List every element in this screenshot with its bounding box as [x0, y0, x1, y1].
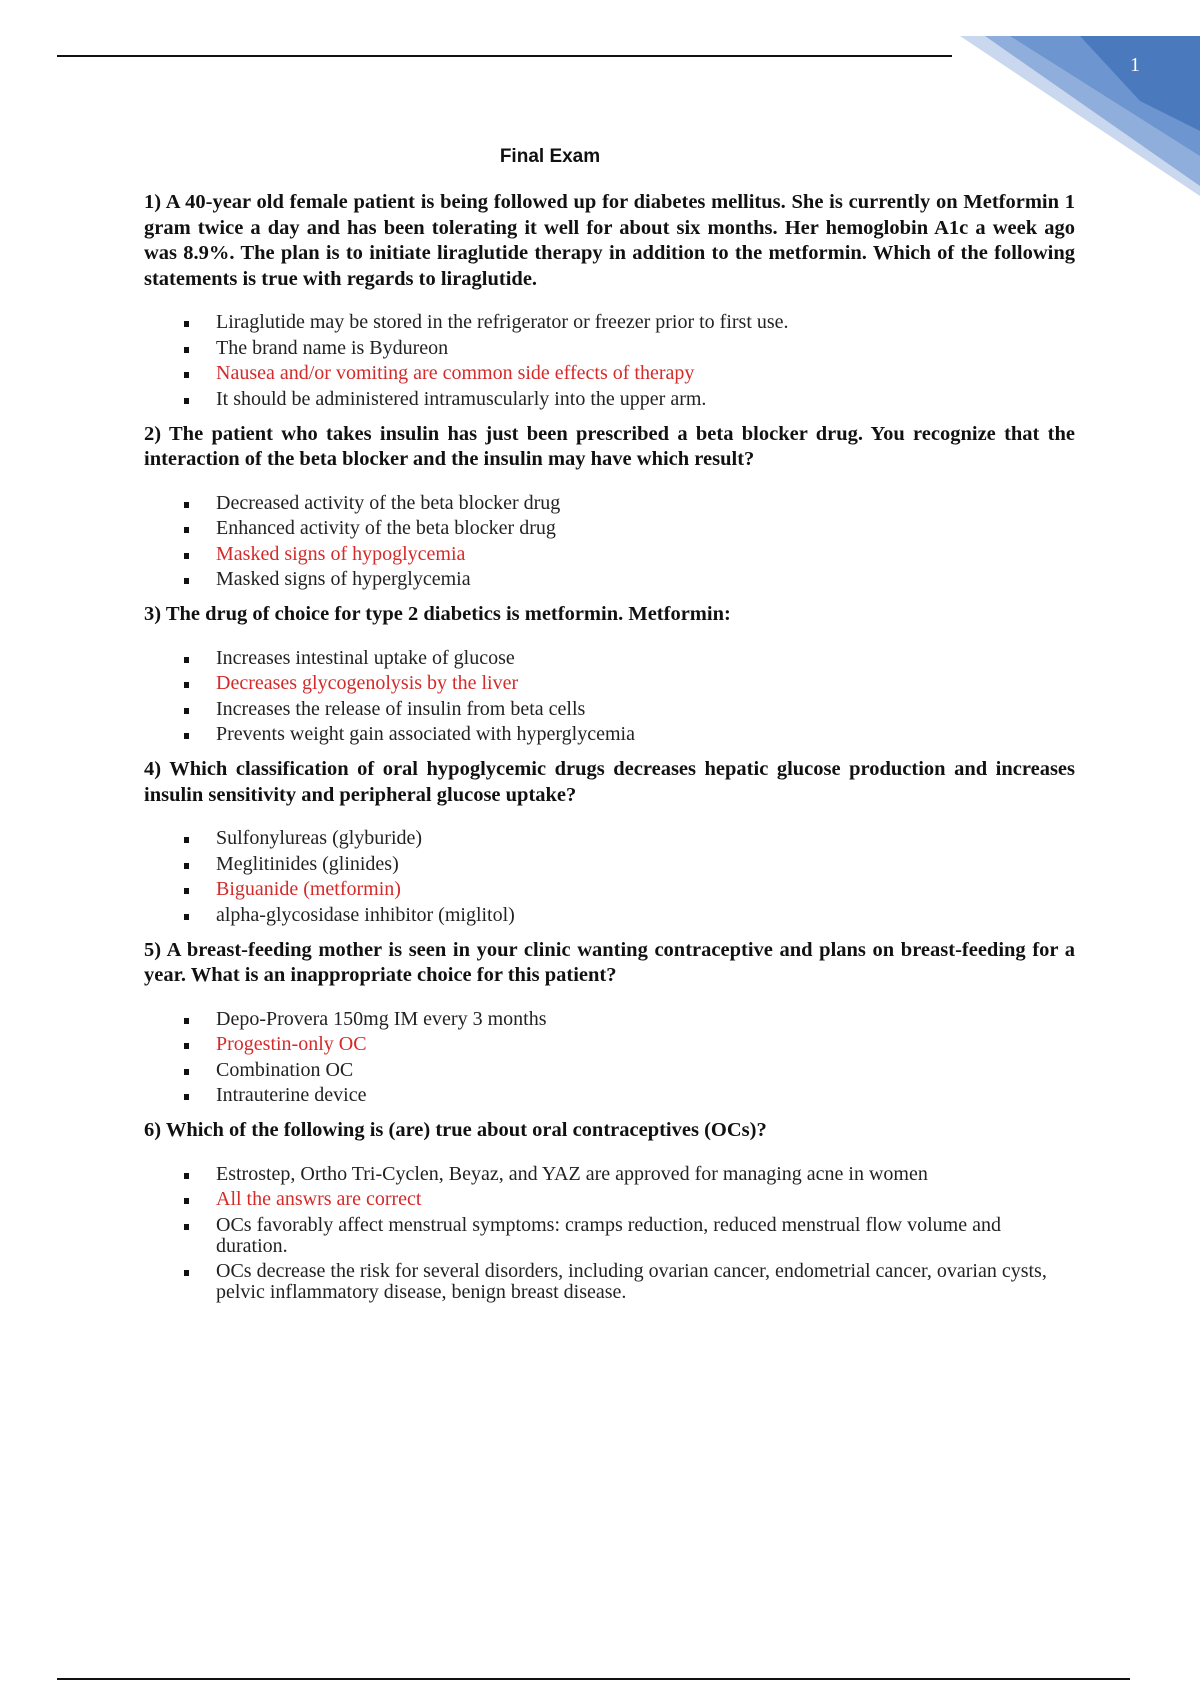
option: Masked signs of hyperglycemia: [144, 569, 1075, 590]
option: alpha-glycosidase inhibitor (miglitol): [144, 905, 1075, 926]
question-text: 5) A breast-feeding mother is seen in your clinic wanting contraceptive and plans on breast-feeding for a year. What is an inappropriate choice for this patient?: [144, 938, 1075, 986]
option: Combination OC: [144, 1060, 1075, 1081]
option-list: [144, 828, 1075, 926]
option-correct: All the answrs are correct: [144, 1189, 1075, 1210]
option: Decreased activity of the beta blocker drug: [144, 493, 1075, 514]
option: Estrostep, Ortho Tri-Cyclen, Beyaz, and YAZ are approved for managing acne in women: [144, 1164, 1075, 1185]
question-block: [144, 938, 1075, 1107]
option-correct: Masked signs of hypoglycemia: [144, 544, 1075, 565]
option: Sulfonylureas (glyburide): [144, 828, 1075, 849]
option: Meglitinides (glinides): [144, 854, 1075, 875]
option-list: [144, 648, 1075, 746]
page-number: 1: [1130, 54, 1140, 76]
exam-content: [144, 190, 1075, 1308]
option: Enhanced activity of the beta blocker drug: [144, 518, 1075, 539]
option: Prevents weight gain associated with hyperglycemia: [144, 724, 1075, 745]
question-block: [144, 422, 1075, 591]
question-block: [144, 190, 1075, 410]
option: Increases intestinal uptake of glucose: [144, 648, 1075, 669]
footer-rule: [57, 1678, 1130, 1680]
option-correct: Nausea and/or vomiting are common side effects of therapy: [144, 363, 1075, 384]
question-block: [144, 602, 1075, 745]
question-block: [144, 757, 1075, 926]
option: The brand name is Bydureon: [144, 338, 1075, 359]
question-text: 6) Which of the following is (are) true about oral contraceptives (OCs)?: [144, 1119, 767, 1141]
option-list: [144, 1164, 1075, 1304]
option: OCs favorably affect menstrual symptoms: cramps reduction, reduced menstrual flow volume and duration.: [144, 1215, 1075, 1257]
question-text: 3) The drug of choice for type 2 diabetics is metformin. Metformin:: [144, 603, 731, 625]
question-text: 2) The patient who takes insulin has just been prescribed a beta blocker drug. You recognize that the interaction of the beta blocker and the insulin may have which result?: [144, 422, 1075, 470]
header-rule: [57, 55, 952, 57]
option: Intrauterine device: [144, 1085, 1075, 1106]
question-text: 4) Which classification of oral hypoglycemic drugs decreases hepatic glucose production and increases insulin sensitivity and peripheral glucose uptake?: [144, 758, 1075, 806]
option-correct: Decreases glycogenolysis by the liver: [144, 673, 1075, 694]
option-list: [144, 312, 1075, 410]
corner-decoration: [960, 36, 1200, 196]
option: OCs decrease the risk for several disorders, including ovarian cancer, endometrial cancer, ovarian cysts, pelvic inflammatory disease, benign breast disease.: [144, 1261, 1075, 1303]
option: Increases the release of insulin from beta cells: [144, 699, 1075, 720]
question-block: [144, 1118, 1075, 1303]
option-list: [144, 493, 1075, 591]
question-text: 1) A 40-year old female patient is being followed up for diabetes mellitus. She is currently on Metformin 1 gram twice a day and has been tolerating it well for about six months. Her hemoglobin A1c a week ago was 8.9%. The plan is to initiate liraglutide therapy in addition to the metformin. Which of the following statements is true with regards to liraglutide.: [144, 191, 1075, 290]
page-title: Final Exam: [499, 146, 601, 167]
option: Depo-Provera 150mg IM every 3 months: [144, 1009, 1075, 1030]
option-list: [144, 1009, 1075, 1107]
option: Liraglutide may be stored in the refrigerator or freezer prior to first use.: [144, 312, 1075, 333]
option-correct: Progestin-only OC: [144, 1034, 1075, 1055]
option-correct: Biguanide (metformin): [144, 879, 1075, 900]
option: It should be administered intramuscularly into the upper arm.: [144, 389, 1075, 410]
